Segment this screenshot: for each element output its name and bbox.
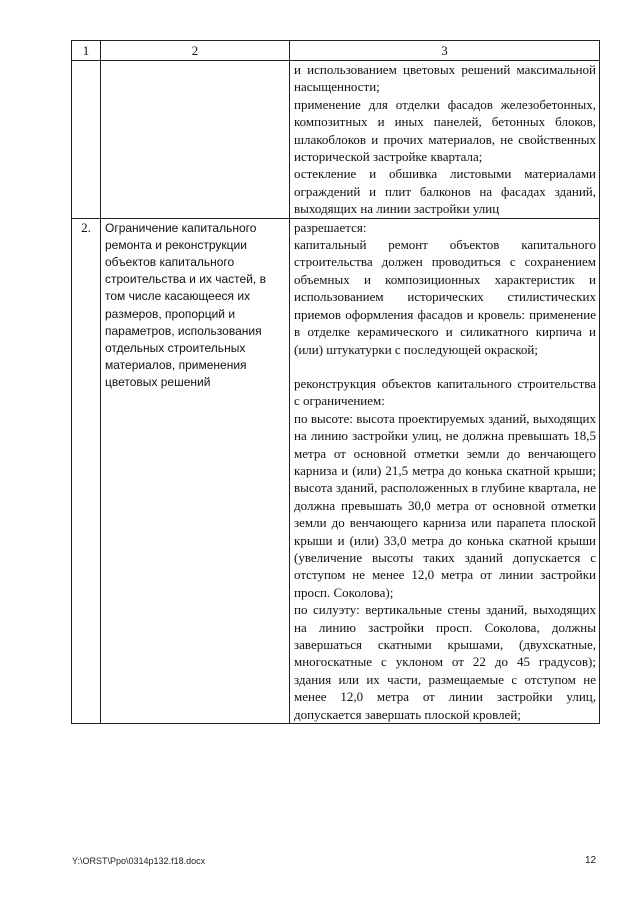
header-cell-1: 1 [72,41,101,61]
row-content [290,218,600,723]
paragraph: остекление и обшивка листовыми материалами ограждений и плит балконов на фасадах зданий, выходящих на линии застройки улиц [294,166,596,217]
paragraph: и использованием цветовых решений максимальной насыщенности; [294,62,596,95]
footer-file-path: Y:\ORST\Ppo\0314p132.f18.docx [72,856,206,866]
header-cell-2: 2 [101,41,290,61]
paragraph: по высоте: высота проектируемых зданий, выходящих на линию застройки улиц, не должна превышать 18,5 метра от основной отметки земли до венчающего карниза и (или) 21,5 метра до конька скатной крыши; высота зданий, расположенных в глубине квартала, не должна превышать 30,0 метра от основной отметки земли до венчающего карниза или парапета плоской крыши и (или) 33,0 метра до конька скатной крыши (увеличение высоты таких зданий допускается с отступом не менее 12,0 метра от линии застройки просп. Соколова); [294,410,596,600]
paragraph: по силуэту: вертикальные стены зданий, выходящих на линию застройки просп. Соколова, должны завершаться скатными крышами, (двухскатные, многоскатные с уклоном от 22 до 45 градусов); здания или их части, размещаемые с отступом не менее 12,0 метра от линии застройки улиц, допускается завершать плоской кровлей; [294,602,596,722]
row-title: Ограничение капитального ремонта и реконструкции объектов капитального строительства и их частей, в том числе касающееся их размеров, пропорций и параметров, использования отдельных строительных материалов, применения цветовых решений [101,218,290,723]
row-continued-title [101,61,290,219]
header-cell-3: 3 [290,41,600,61]
row-number: 2. [72,218,101,723]
paragraph: реконструкция объектов капитального строительства с ограничением: [294,375,596,409]
row-continued-content [290,61,600,219]
row-continued-number [72,61,101,219]
table-row-continued [72,61,600,219]
paragraph: капитальный ремонт объектов капитального строительства должен проводиться с сохранением объемных и композиционных характеристик и использованием исторических стилистических приемов оформления фасадов и кровель: применение в отделке керамического и силикатного кирпича и (или) штукатурки с последующей окраской; [294,237,596,357]
table-row-2 [72,218,600,723]
paragraph: применение для отделки фасадов железобетонных, композитных и иных панелей, бетонных блоков, шлакоблоков и прочих материалов, не свойственных исторической застройке квартала; [294,96,596,165]
regulations-table [71,40,600,724]
page-number: 12 [585,855,597,866]
paragraph: разрешается: [294,219,367,235]
table-header-row [72,41,600,61]
